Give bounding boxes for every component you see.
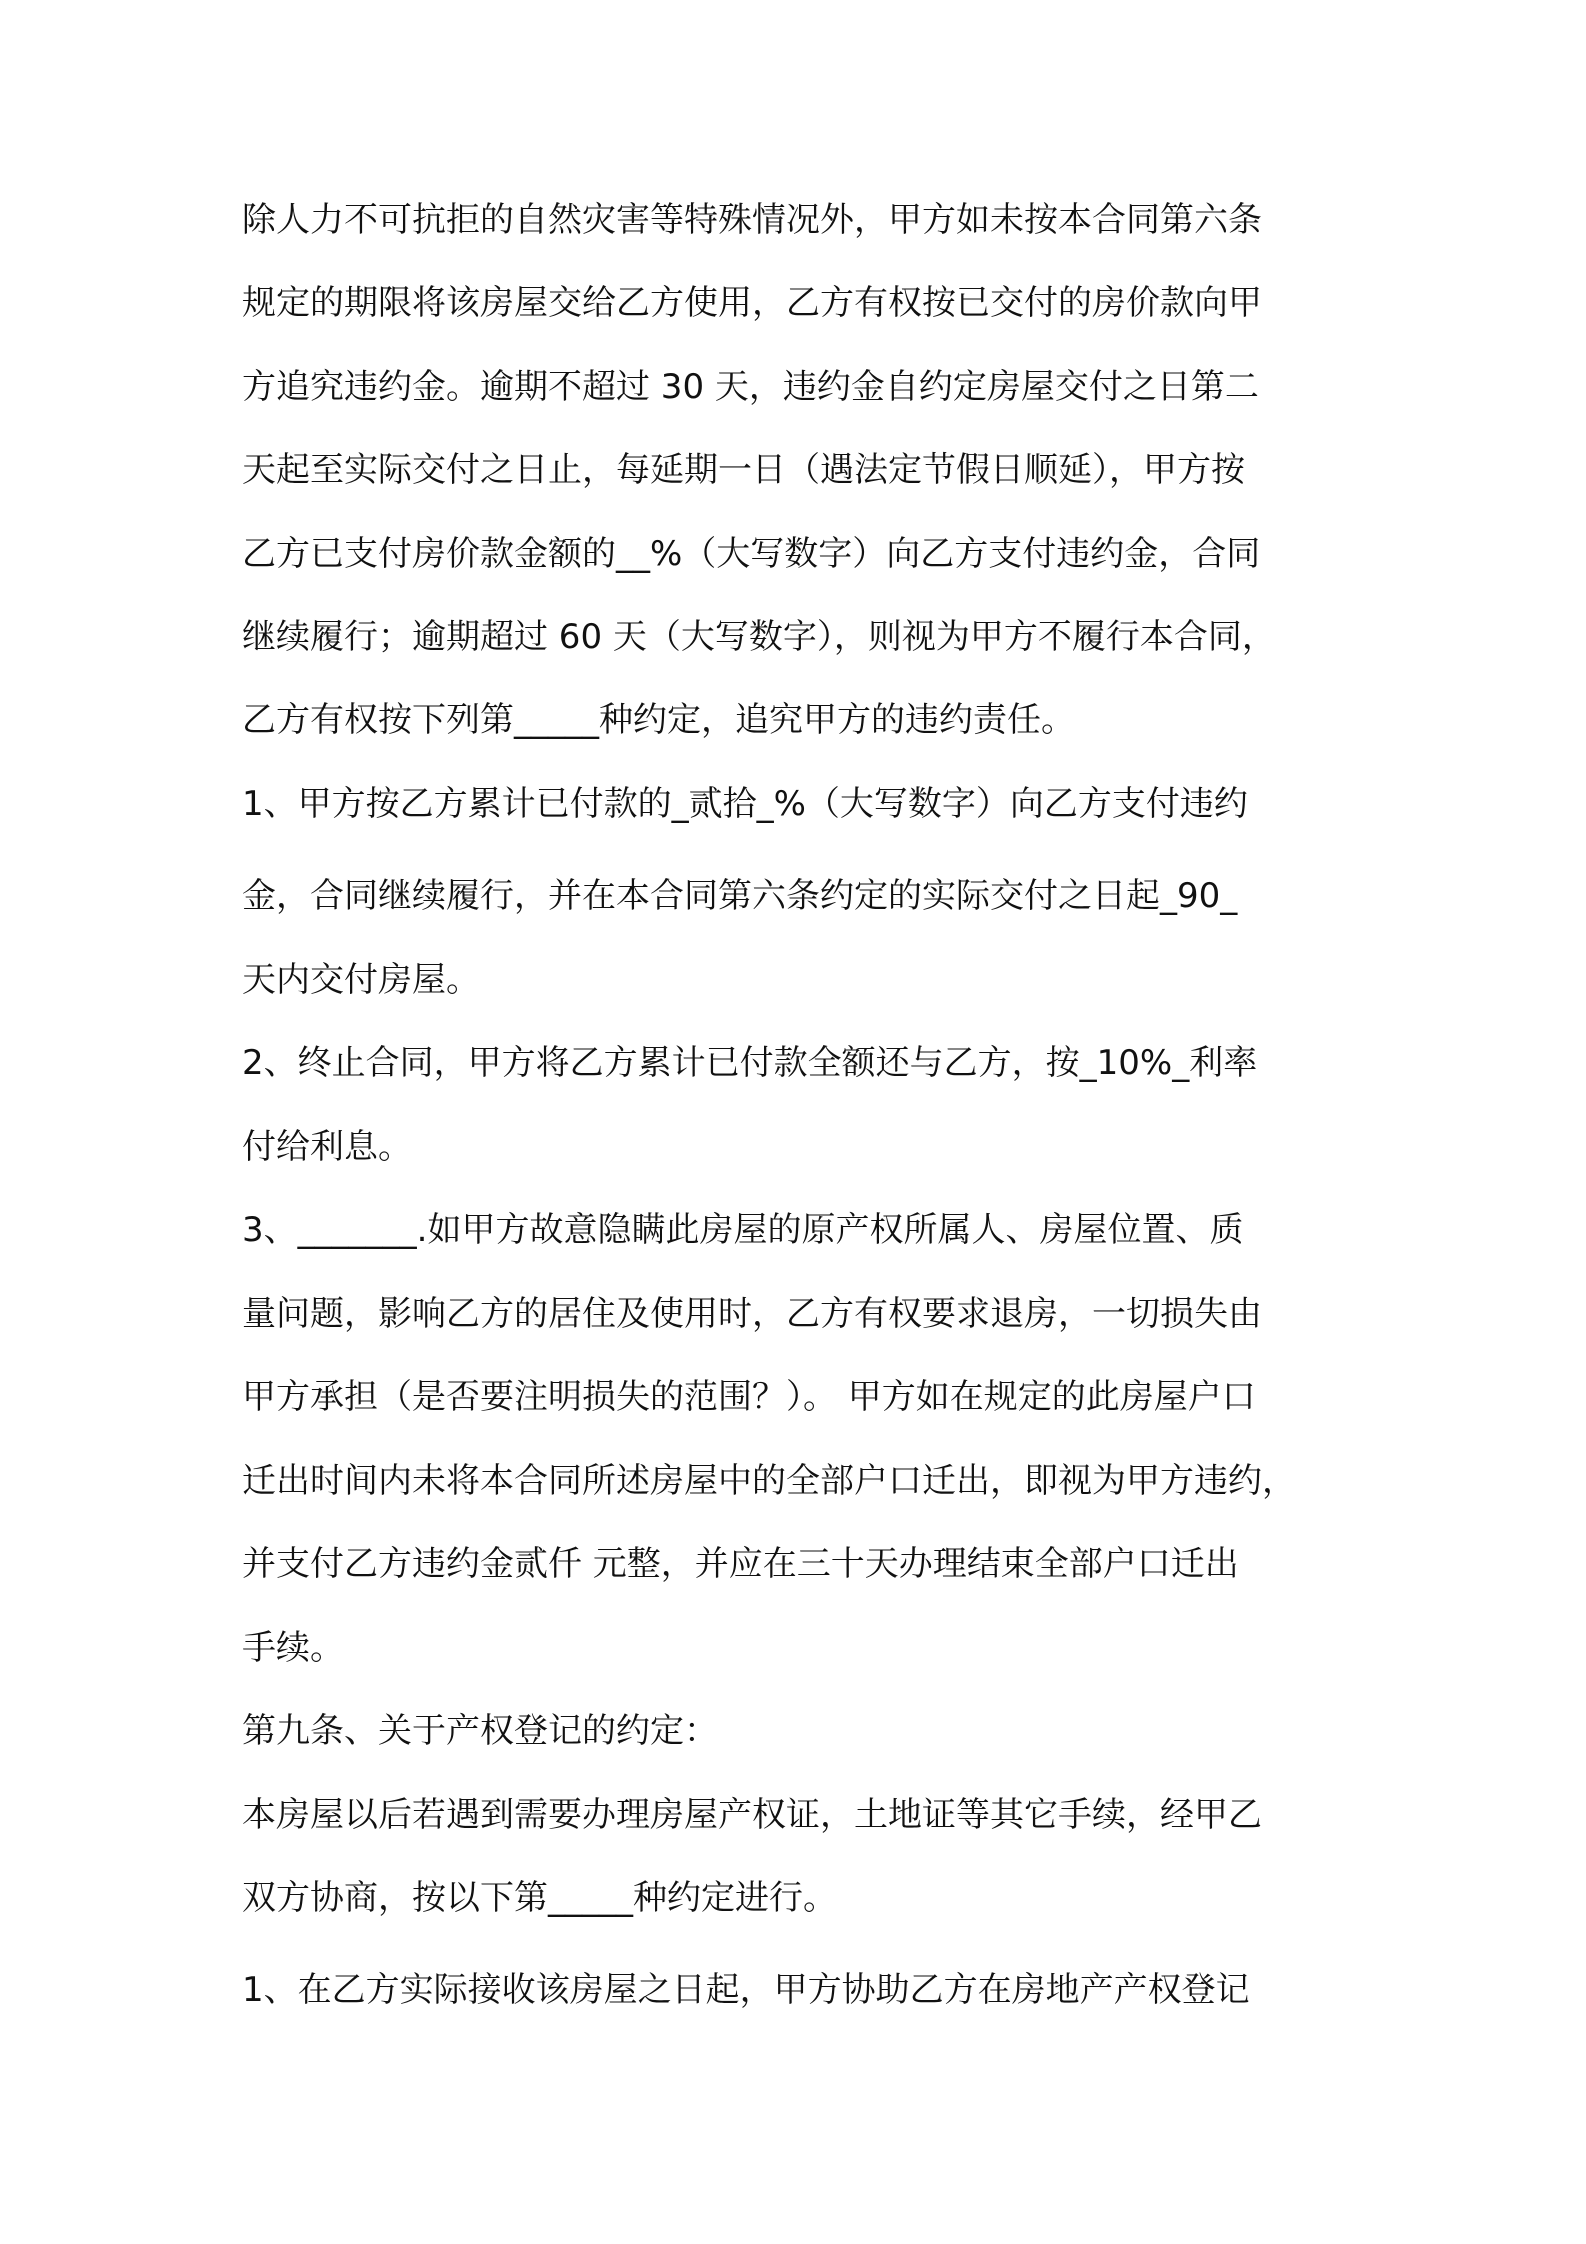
text-line: 手续。 xyxy=(242,1628,344,1668)
text-line: 甲方承担（是否要注明损失的范围？）。 甲方如在规定的此房屋户口 xyxy=(242,1377,1256,1417)
text-line: 本房屋以后若遇到需要办理房屋产权证，土地证等其它手续，经甲乙 xyxy=(242,1795,1262,1835)
list-item-1-line: 1、甲方按乙方累计已付款的_贰拾_%（大写数字）向乙方支付违约 xyxy=(242,784,1248,824)
text-line: 金，合同继续履行，并在本合同第六条约定的实际交付之日起_90_ xyxy=(242,876,1238,916)
text-line: 迁出时间内未将本合同所述房屋中的全部户口迁出，即视为甲方违约， xyxy=(242,1461,1296,1501)
text-line: 量问题，影响乙方的居住及使用时，乙方有权要求退房，一切损失由 xyxy=(242,1294,1262,1334)
list-item-3-line: 3、_______.如甲方故意隐瞒此房屋的原产权所属人、房屋位置、质 xyxy=(242,1210,1244,1250)
text-line: 方追究违约金。逾期不超过 30 天，违约金自约定房屋交付之日第二 xyxy=(242,367,1259,407)
text-line: 规定的期限将该房屋交给乙方使用，乙方有权按已交付的房价款向甲 xyxy=(242,283,1262,323)
list-item-1-line: 1、在乙方实际接收该房屋之日起，甲方协助乙方在房地产产权登记 xyxy=(242,1970,1250,2010)
text-line: 除人力不可抗拒的自然灾害等特殊情况外，甲方如未按本合同第六条 xyxy=(242,200,1262,240)
text-line: 乙方有权按下列第_____种约定，追究甲方的违约责任。 xyxy=(242,700,1075,740)
text-line: 乙方已支付房价款金额的__%（大写数字）向乙方支付违约金，合同 xyxy=(242,534,1261,574)
text-line: 天内交付房屋。 xyxy=(242,960,480,1000)
text-line: 付给利息。 xyxy=(242,1127,412,1167)
text-line: 天起至实际交付之日止，每延期一日（遇法定节假日顺延），甲方按 xyxy=(242,450,1245,490)
text-line: 双方协商，按以下第_____种约定进行。 xyxy=(242,1878,837,1918)
list-item-2-line: 2、终止合同，甲方将乙方累计已付款全额还与乙方，按_10%_利率 xyxy=(242,1043,1258,1083)
text-line: 继续履行；逾期超过 60 天（大写数字），则视为甲方不履行本合同， xyxy=(242,617,1276,657)
section-heading-article-9: 第九条、关于产权登记的约定： xyxy=(242,1711,718,1751)
text-line: 并支付乙方违约金贰仟 元整，并应在三十天办理结束全部户口迁出 xyxy=(242,1544,1239,1584)
